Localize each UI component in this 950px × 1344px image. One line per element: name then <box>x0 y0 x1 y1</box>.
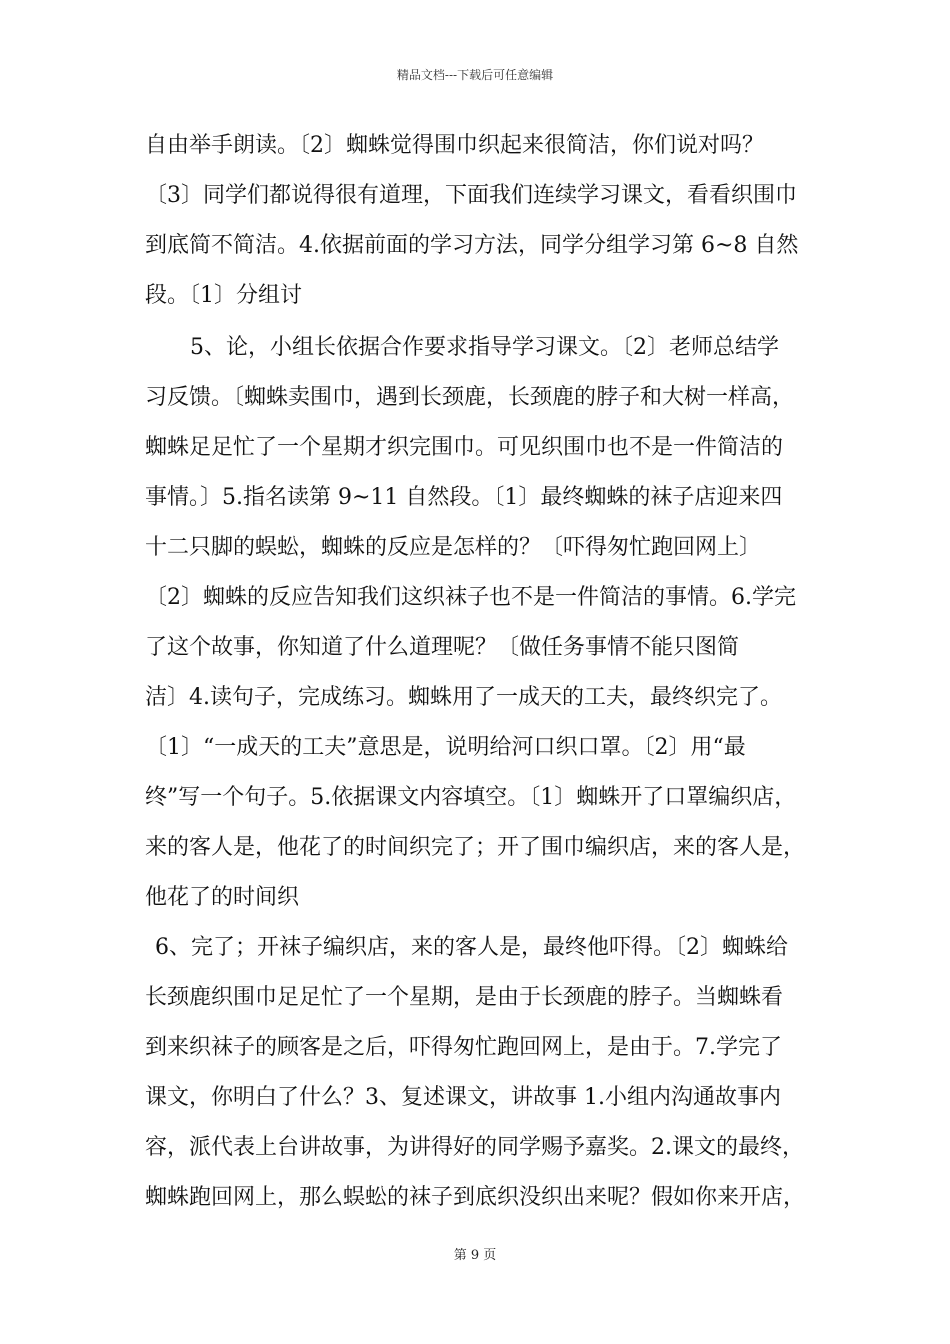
text-line: 6、完了；开袜子编织店，来的客人是，最终他吓得。〔2〕蜘蛛给 <box>155 935 788 960</box>
text-line: 长颈鹿织围巾足足忙了一个星期，是由于长颈鹿的脖子。当蜘蛛看 <box>145 985 784 1010</box>
text-line: 〔1〕“一成天的工夫”意思是，说明给河口织口罩。〔2〕用“最 <box>145 735 746 760</box>
text-line: 十二只脚的蜈蚣，蜘蛛的反应是怎样的？〔吓得匆忙跑回网上〕 <box>145 535 762 560</box>
page-number: 第 9 页 <box>453 1248 497 1263</box>
text-line: 课文，你明白了什么？3、复述课文，讲故事 1.小组内沟通故事内 <box>145 1085 781 1110</box>
text-line: 蜘蛛足足忙了一个星期才织完围巾。可见织围巾也不是一件简洁的 <box>145 435 784 460</box>
text-line: 段。〔1〕分组讨 <box>145 283 302 308</box>
text-line: 了这个故事，你知道了什么道理呢？〔做任务事情不能只图简 <box>145 635 740 660</box>
text-line: 到底简不简洁。4.依据前面的学习方法，同学分组学习第 6~8 自然 <box>145 233 799 258</box>
text-line: 终”写一个句子。5.依据课文内容填空。〔1〕蜘蛛开了口罩编织店， <box>145 785 797 810</box>
text-line: 蜘蛛跑回网上，那么蜈蚣的袜子到底织没织出来呢？假如你来开店， <box>145 1185 806 1210</box>
text-line: 到来织袜子的顾客是之后，吓得匆忙跑回网上，是由于。7.学完了 <box>145 1035 782 1060</box>
text-line: 〔3〕同学们都说得很有道理，下面我们连续学习课文，看看织围巾 <box>145 183 797 208</box>
text-line: 来的客人是，他花了的时间织完了；开了围巾编织店，来的客人是， <box>145 835 806 860</box>
text-line: 习反馈。〔蜘蛛卖围巾，遇到长颈鹿，长颈鹿的脖子和大树一样高， <box>145 385 795 410</box>
text-line: 洁〕4.读句子，完成练习。蜘蛛用了一成天的工夫，最终织完了。 <box>145 685 782 710</box>
page-header: 精品文档---下载后可任意编辑 <box>396 68 554 82</box>
text-line: 他花了的时间织 <box>145 885 300 910</box>
text-line: 自由举手朗读。〔2〕蜘蛛觉得围巾织起来很简洁，你们说对吗？ <box>145 133 764 158</box>
text-line: 事情。〕5.指名读第 9~11 自然段。〔1〕最终蜘蛛的袜子店迎来四 <box>145 485 783 510</box>
text-line: 〔2〕蜘蛛的反应告知我们这织袜子也不是一件简洁的事情。6.学完 <box>145 585 796 610</box>
text-line: 5、论，小组长依据合作要求指导学习课文。〔2〕老师总结学 <box>190 335 779 360</box>
text-line: 容，派代表上台讲故事，为讲得好的同学赐予嘉奖。2.课文的最终， <box>145 1135 804 1160</box>
